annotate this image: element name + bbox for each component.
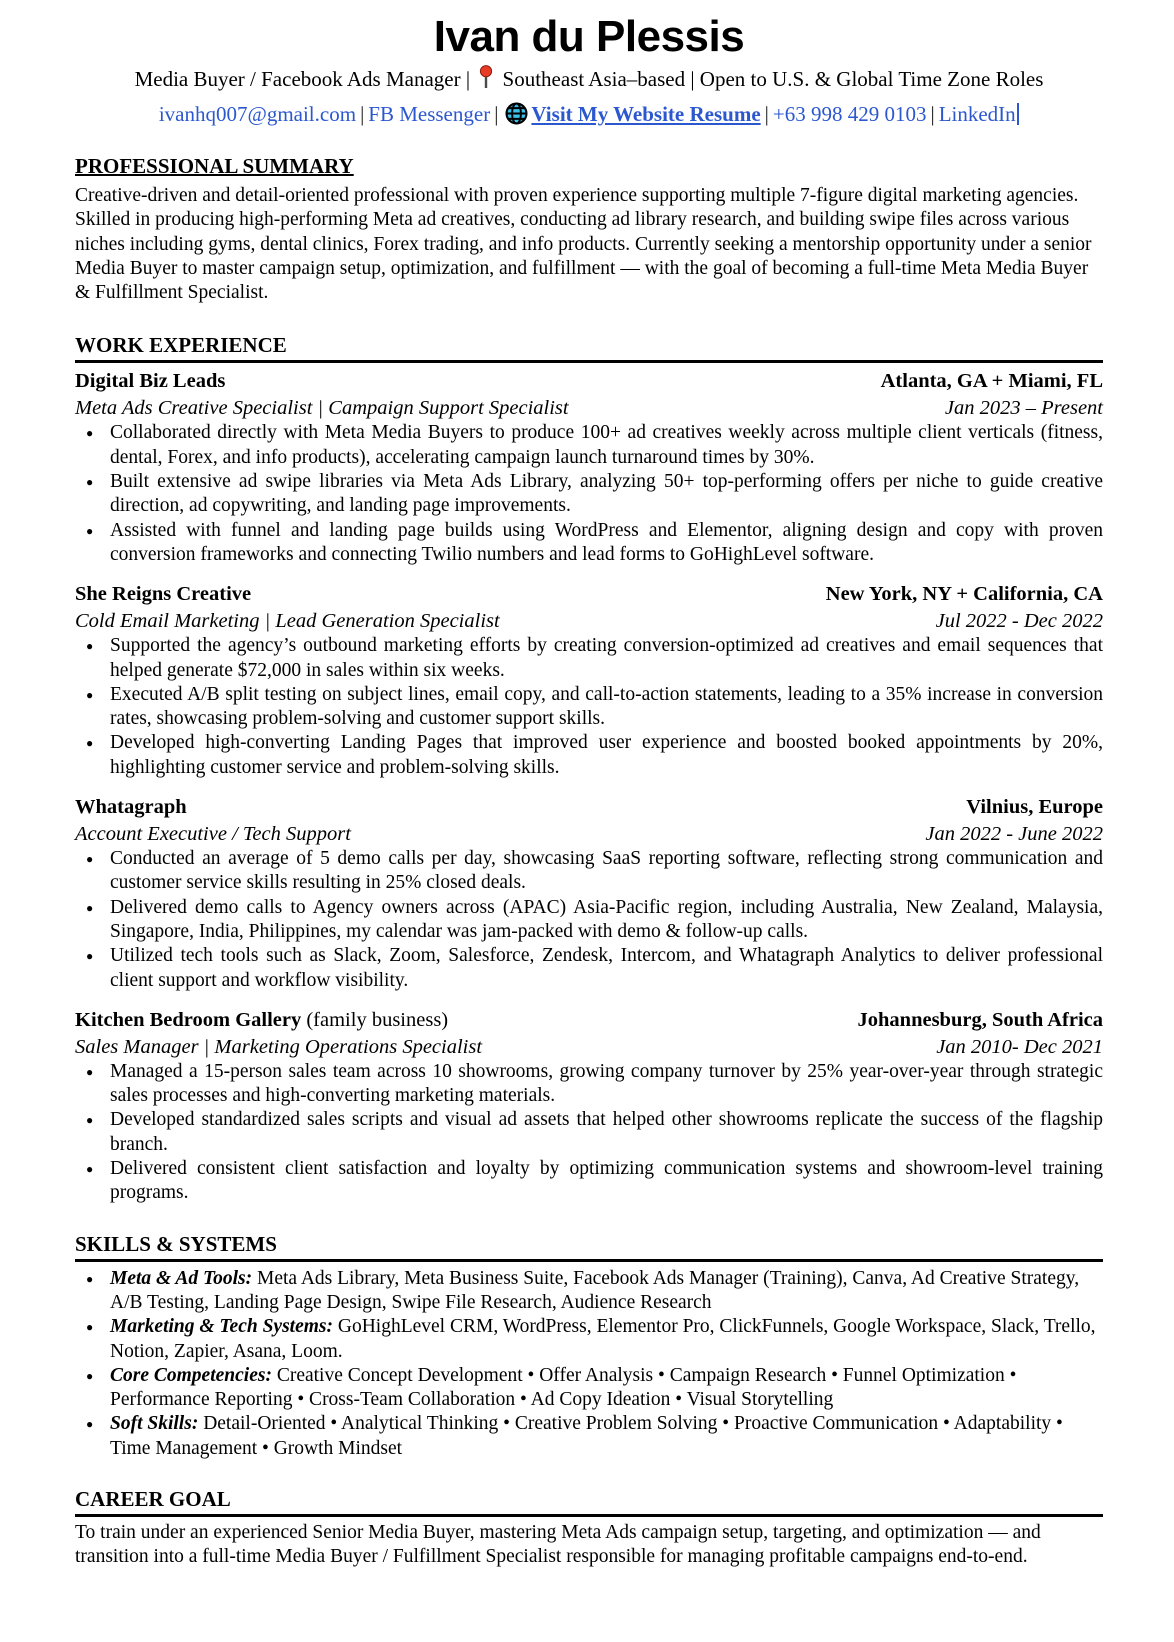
resume-header	[75, 12, 1103, 132]
bullet-item: ● Managed a 15-person sales team across 10 showrooms, growing company turnover by 25% year-over-year through strategic sales processes and high-converting marketing materials.	[75, 1060, 1103, 1109]
job-entry-digital-biz-leads	[75, 368, 1103, 567]
section-career-goal	[75, 1486, 1103, 1570]
job-role: Meta Ads Creative Specialist | Campaign Support Specialist	[75, 397, 569, 420]
job-dates: Jan 2023 – Present	[944, 397, 1103, 420]
title-line	[75, 65, 1103, 97]
section-professional-summary	[75, 153, 1103, 305]
job-bullet-list	[75, 847, 1103, 993]
job-subheader-row	[75, 608, 1103, 634]
job-subheader-row	[75, 1034, 1103, 1060]
job-subheader-row	[75, 821, 1103, 847]
company-name: Kitchen Bedroom Gallery (family business)	[75, 1008, 449, 1031]
bullet-item: ● Assisted with funnel and landing page builds using WordPress and Elementor, aligning design and copy with proven conversion frameworks and connecting Twilio numbers and lead forms to GoHighLevel software.	[75, 519, 1103, 568]
job-bullet-list	[75, 1060, 1103, 1206]
title-line-left: Media Buyer / Facebook Ads Manager |	[134, 67, 471, 91]
linkedin-link[interactable]: LinkedIn	[938, 102, 1016, 126]
section-skills-systems	[75, 1231, 1103, 1461]
job-location: Vilnius, Europe	[966, 796, 1103, 819]
job-location: Johannesburg, South Africa	[857, 1008, 1103, 1031]
skills-systems-heading: SKILLS & SYSTEMS	[75, 1231, 1103, 1262]
career-goal-paragraph: To train under an experienced Senior Media Buyer, mastering Meta Ads campaign setup, targeting, and optimization — and transition into a full-time Media Buyer / Fulfillment Specialist responsible for managing profitable campaigns end-to-end.	[75, 1521, 1041, 1568]
skill-item-core-competencies: ● Core Competencies: Creative Concept Development • Offer Analysis • Campaign Research • Funnel Optimization • Performance Reporting • Cross-Team Collaboration • Ad Copy Ideation • Visual Storytelling	[75, 1364, 1103, 1413]
name-heading: Ivan du Plessis	[433, 12, 745, 61]
bullet-item: ● Developed standardized sales scripts and visual ad assets that helped other showrooms replicate the success of the flagship branch.	[75, 1108, 1103, 1157]
job-header-row	[75, 581, 1103, 608]
job-header-row	[75, 794, 1103, 821]
separator: |	[764, 102, 769, 126]
bullet-item: ● Delivered consistent client satisfaction and loyalty by optimizing communication systems and showroom-level training programs.	[75, 1157, 1103, 1206]
text-cursor	[1017, 103, 1020, 125]
job-role: Cold Email Marketing | Lead Generation Specialist	[75, 610, 500, 633]
skills-bullet-list	[75, 1267, 1103, 1461]
job-header-row	[75, 1007, 1103, 1034]
website-resume-link[interactable]: Visit My Website Resume	[531, 102, 761, 126]
professional-summary-heading: PROFESSIONAL SUMMARY	[75, 154, 354, 178]
contact-line	[75, 100, 1103, 132]
job-role: Sales Manager | Marketing Operations Specialist	[75, 1035, 483, 1058]
bullet-item: ● Executed A/B split testing on subject lines, email copy, and call-to-action statements, leading to a 35% increase in conversion rates, showcasing problem-solving and customer support skills.	[75, 683, 1103, 732]
globe-icon	[505, 102, 528, 132]
job-bullet-list	[75, 421, 1103, 567]
skill-item-meta-ad-tools: ● Meta & Ad Tools: Meta Ads Library, Meta Business Suite, Facebook Ads Manager (Training), Canva, Ad Creative Strategy, A/B Testing, Landing Page Design, Swipe File Research, Audience Research	[75, 1267, 1103, 1316]
company-name: She Reigns Creative	[75, 583, 252, 606]
separator: |	[360, 102, 365, 126]
company-name: Digital Biz Leads	[75, 370, 226, 393]
skill-item-marketing-tech-systems: ● Marketing & Tech Systems: GoHighLevel CRM, WordPress, Elementor Pro, ClickFunnels, Google Workspace, Slack, Trello, Notion, Zapier, Asana, Loom.	[75, 1315, 1103, 1364]
job-bullet-list	[75, 634, 1103, 780]
section-work-experience	[75, 332, 1103, 1205]
company-name: Whatagraph	[75, 796, 187, 819]
email-link[interactable]: ivanhq007@gmail.com	[158, 102, 357, 126]
bullet-item: ● Collaborated directly with Meta Media Buyers to produce 100+ ad creatives weekly across multiple client verticals (fitness, dental, Forex, and info products), accelerating campaign launch turnaround times by 30%.	[75, 421, 1103, 470]
work-experience-heading: WORK EXPERIENCE	[75, 332, 1103, 363]
separator: |	[494, 102, 499, 126]
job-role: Account Executive / Tech Support	[75, 823, 351, 846]
bullet-item: ● Developed high-converting Landing Pages that improved user experience and boosted booked appointments by 20%, highlighting customer service and problem-solving skills.	[75, 731, 1103, 780]
job-entry-whatagraph	[75, 794, 1103, 993]
job-location: New York, NY + California, CA	[825, 583, 1103, 606]
job-entry-kitchen-bedroom-gallery	[75, 1007, 1103, 1206]
phone-link[interactable]: +63 998 429 0103	[772, 102, 927, 126]
professional-summary-paragraph: Creative-driven and detail-oriented professional with proven experience supporting multiple 7-figure digital marketing agencies. Skilled in producing high-performing Meta ad creatives, conducting ad library research, and building swipe files across various niches including gyms, dental clinics, Forex trading, and info products. Currently seeking a mentorship opportunity under a senior Media Buyer to master campaign setup, optimization, and fulfillment — with the goal of becoming a full-time Meta Media Buyer & Fulfillment Specialist.	[75, 185, 1092, 304]
job-dates: Jan 2010- Dec 2021	[936, 1035, 1103, 1058]
job-subheader-row	[75, 395, 1103, 421]
job-header-row	[75, 368, 1103, 395]
separator: |	[930, 102, 935, 126]
bullet-item: ● Supported the agency’s outbound marketing efforts by creating conversion-optimized ad creatives and email sequences that helped generate $72,000 in sales within six weeks.	[75, 634, 1103, 683]
bullet-item: ● Utilized tech tools such as Slack, Zoom, Salesforce, Zendesk, Intercom, and Whatagraph Analytics to deliver professional client support and workflow visibility.	[75, 944, 1103, 993]
bullet-item: ● Delivered demo calls to Agency owners across (APAC) Asia-Pacific region, including Australia, New Zealand, Malaysia, Singapore, India, Philippines, my calendar was jam-packed with demo & follow-up calls.	[75, 896, 1103, 945]
location-pin-icon	[478, 65, 494, 97]
job-dates: Jan 2022 - June 2022	[925, 823, 1103, 846]
job-location: Atlanta, GA + Miami, FL	[880, 370, 1103, 393]
job-dates: Jul 2022 - Dec 2022	[935, 610, 1103, 633]
bullet-item: ● Conducted an average of 5 demo calls per day, showcasing SaaS reporting software, reflecting strong communication and customer service skills resulting in 25% closed deals.	[75, 847, 1103, 896]
skill-item-soft-skills: ● Soft Skills: Detail-Oriented • Analytical Thinking • Creative Problem Solving • Proactive Communication • Adaptability • Time Management • Growth Mindset	[75, 1412, 1103, 1461]
career-goal-heading: CAREER GOAL	[75, 1486, 1103, 1517]
job-entry-she-reigns-creative	[75, 581, 1103, 780]
title-line-right: Southeast Asia–based | Open to U.S. & Global Time Zone Roles	[502, 67, 1044, 91]
bullet-item: ● Built extensive ad swipe libraries via Meta Ads Library, analyzing 50+ top-performing offers per niche to guide creative direction, ad copywriting, and landing page improvements.	[75, 470, 1103, 519]
fb-messenger-link[interactable]: FB Messenger	[368, 102, 491, 126]
